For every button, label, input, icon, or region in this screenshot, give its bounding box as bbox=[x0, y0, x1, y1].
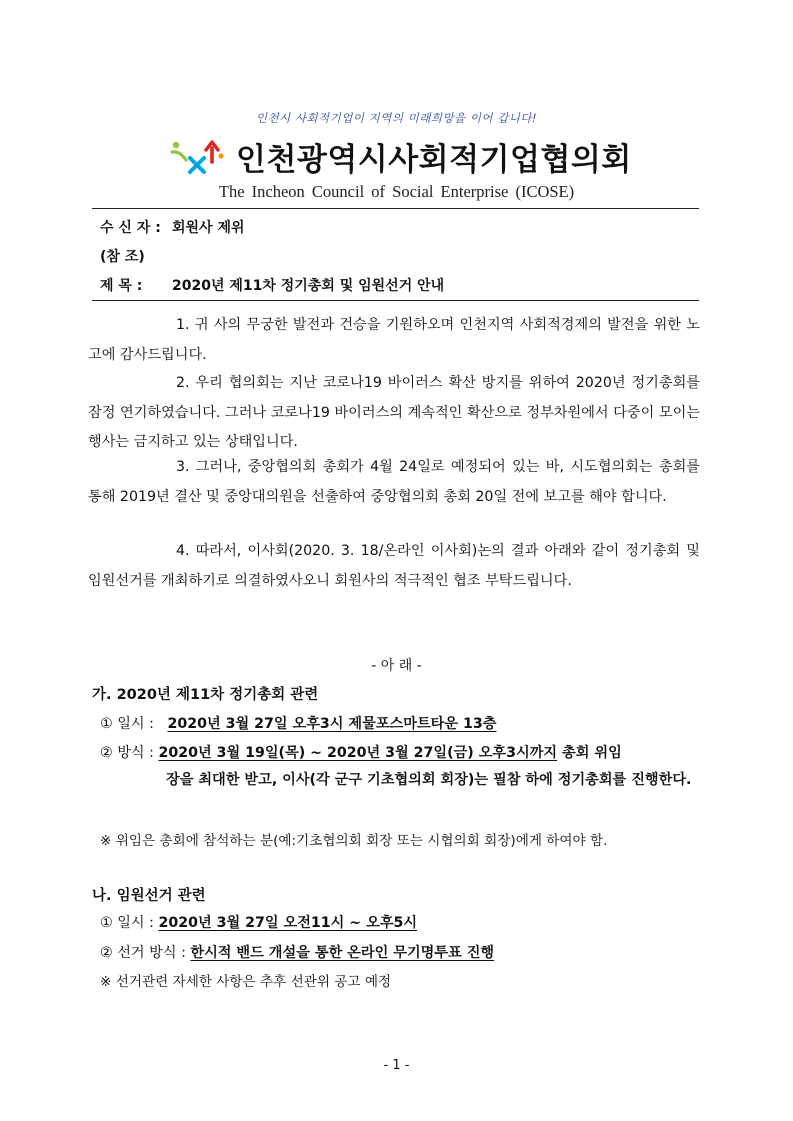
paragraph-3: 3. 그러나, 중앙협의회 총회가 4월 24일로 예정되어 있는 바, 시도협의회는 총회를 통해 2019년 결산 및 중앙대의원을 선출하여 중앙협의회 총회 20일 전에 보고를 해야 합니다. bbox=[88, 459, 700, 505]
section-b-item-2 bbox=[100, 942, 494, 962]
section-a-item-2-continuation: 장을 최대한 받고, 이사(각 군구 기초협의회 회장)는 필참 하에 정기총회를 진행한다. bbox=[166, 772, 692, 788]
section-a-item-1-label: ① 일시 : bbox=[100, 716, 154, 732]
section-b-title: 나. 임원선거 관련 bbox=[92, 888, 206, 904]
section-b-item-2-value: 한시적 밴드 개설을 통한 온라인 무기명투표 진행 bbox=[190, 945, 495, 961]
section-b-note: ※ 선거관련 자세한 사항은 추후 선관위 공고 예정 bbox=[100, 974, 392, 990]
recipient-value: 회원사 제위 bbox=[172, 220, 245, 236]
subject-value: 2020년 제11차 정기총회 및 임원선거 안내 bbox=[172, 278, 445, 294]
page-number: - 1 - bbox=[383, 1058, 410, 1073]
subject-row bbox=[100, 275, 444, 295]
section-b-item-1 bbox=[100, 912, 417, 932]
section-a-note: ※ 위임은 총회에 참석하는 분(예:기초협의회 회장 또는 시협의회 회장)에게 하여야 함. bbox=[100, 833, 608, 849]
section-b-item-2-label: ② 선거 방식 : bbox=[100, 945, 186, 961]
section-b-item-1-value: 2020년 3월 27일 오전11시 ~ 오후5시 bbox=[158, 915, 418, 931]
paragraph-2: 2. 우리 협의회는 지난 코로나19 바이러스 확산 방지를 위하여 2020년 정기총회를 잠정 연기하였습니다. 그러나 코로나19 바이러스의 계속적인 확산으로 정부차원에서 다중이 모이는 행사는 금지하고 있는 상태입니다. bbox=[88, 375, 700, 450]
section-b-item-1-label: ① 일시 : bbox=[100, 915, 154, 931]
header-bottom-rule bbox=[92, 300, 699, 301]
section-a-item-2-underlined: 2020년 3월 19일(목) ~ 2020년 3월 27일(금) 오후3시까지 bbox=[158, 745, 558, 761]
icose-logo-icon bbox=[168, 136, 228, 176]
paragraph-4: 4. 따라서, 이사회(2020. 3. 18/온라인 이사회)논의 결과 아래와 같이 정기총회 및 임원선거를 개최하기로 의결하였사오니 회원사의 적극적인 협조 부탁드립니다. bbox=[88, 543, 700, 589]
section-a-title: 가. 2020년 제11차 정기총회 관련 bbox=[92, 687, 319, 703]
section-a-item-2 bbox=[100, 742, 622, 762]
recipient-label: 수 신 자 : bbox=[100, 220, 161, 236]
notice-title: - 아 래 - bbox=[371, 658, 422, 674]
recipient-row bbox=[100, 217, 245, 237]
section-a-item-1 bbox=[100, 713, 496, 733]
section-a-item-1-value: 2020년 3월 27일 오후3시 제물포스마트타운 13층 bbox=[167, 716, 497, 732]
slogan: 인천시 사회적기업이 지역의 미래희망을 이어 갑니다! bbox=[255, 111, 538, 125]
section-a-item-2-label: ② 방식 : bbox=[100, 745, 154, 761]
header-top-rule bbox=[92, 208, 699, 209]
reference-label: (참 조) bbox=[100, 249, 145, 265]
paragraph-1: 1. 귀 사의 무궁한 발전과 건승을 기원하오며 인천지역 사회적경제의 발전을 위한 노고에 감사드립니다. bbox=[88, 317, 700, 363]
subject-label: 제 목 : bbox=[100, 278, 143, 294]
section-a-item-2-rest: 총회 위임 bbox=[557, 745, 622, 761]
organization-name: 인천광역시사회적기업협의회 bbox=[236, 142, 632, 178]
reference-row bbox=[100, 246, 145, 266]
organization-name-english: The Incheon Council of Social Enterprise (ICOSE) bbox=[218, 182, 575, 201]
